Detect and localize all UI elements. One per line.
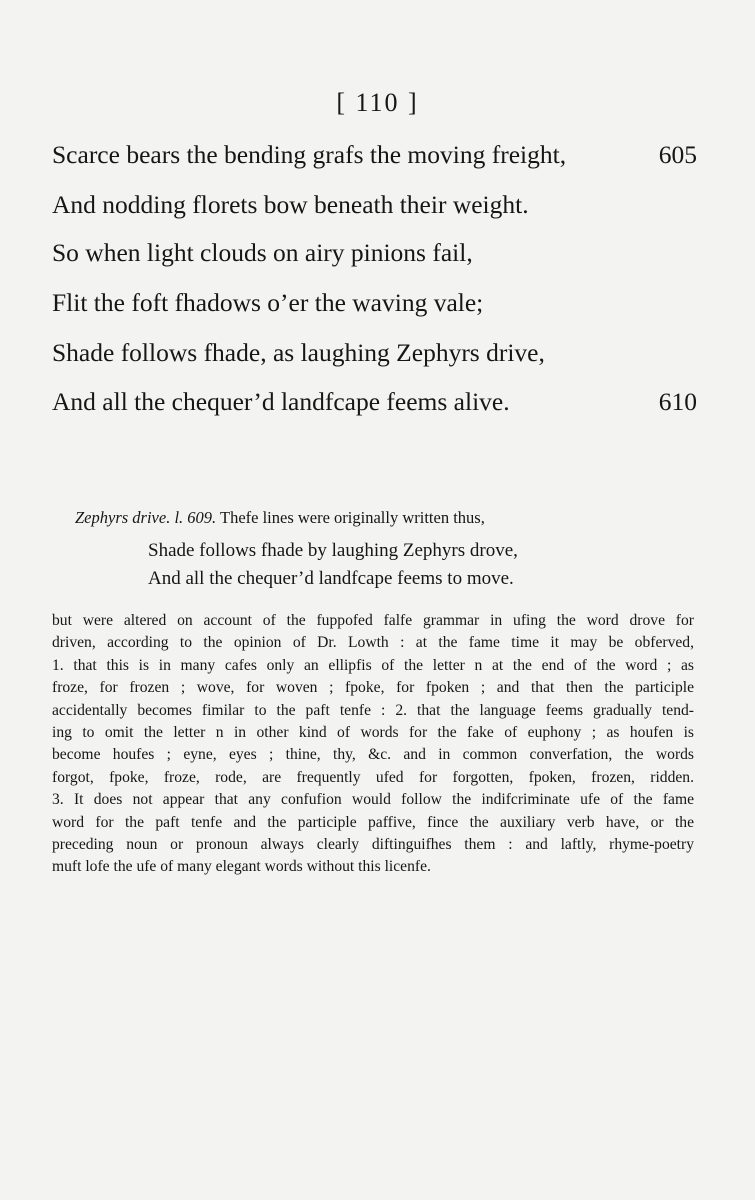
line-number: 605: [658, 140, 697, 169]
note-intro: Thefe lines were originally written thus,: [219, 508, 485, 527]
paragraph-line: but were altered on account of the fuppofed falfe grammar in ufing the word drove for: [52, 612, 694, 629]
verse-line-2: [52, 190, 697, 220]
verse-text: And nodding florets bow beneath their weight.: [52, 190, 529, 219]
line-number: 610: [658, 387, 697, 416]
paragraph-line: ing to omit the letter n in other kind of words for the fake of euphony ; as houfen is: [52, 724, 694, 742]
paragraph-line: preceding noun or pronoun always clearly diftinguifhes them : and laftly, rhyme-poetry: [52, 836, 694, 854]
verse-line-3: [52, 238, 697, 268]
verse-line-1: [52, 140, 697, 170]
note-paragraph: [52, 610, 694, 879]
verse-text: Flit the foft fhadows o’er the waving vale;: [52, 288, 484, 317]
paragraph-line: forgot, fpoke, froze, rode, are frequently ufed for forgotten, fpoken, frozen, ridden.: [52, 768, 694, 786]
note-lead: [75, 508, 485, 528]
verse-line-4: [52, 288, 697, 318]
verse-text: So when light clouds on airy pinions fail,: [52, 238, 473, 267]
paragraph-line: driven, according to the opinion of Dr. Lowth : at the fame time it may be obferved,: [52, 634, 694, 652]
paragraph-line: froze, for frozen ; wove, for woven ; fpoke, for fpoken ; and that then the participle: [52, 679, 694, 697]
page-header: [ 110 ]: [336, 88, 419, 117]
verse-text: Scarce bears the bending grafs the moving freight,: [52, 140, 567, 169]
paragraph-line: 1. that this is in many cafes only an ellipfis of the letter n at the end of the word ; as: [52, 656, 694, 674]
paragraph-line: word for the paft tenfe and the participle paffive, fince the auxiliary verb have, or the: [52, 813, 694, 831]
quoted-verse-2: And all the chequer’d landfcape feems to move.: [148, 568, 514, 589]
paragraph-line: become houfes ; eyne, eyes ; thine, thy, &c. and in common converfation, the words: [52, 746, 694, 764]
paragraph-line: accidentally becomes fimilar to the paft tenfe : 2. that the language feems gradually tend-: [52, 701, 694, 719]
paragraph-line: 3. It does not appear that any confufion would follow the indifcriminate ufe of the fame: [52, 791, 694, 809]
verse-text: And all the chequer’d landfcape feems alive.: [52, 387, 510, 416]
paragraph-line: muft lofe the ufe of many elegant words without this licenfe.: [52, 858, 431, 876]
quoted-verse-1: Shade follows fhade by laughing Zephyrs drove,: [148, 540, 518, 561]
verse-line-5: [52, 338, 697, 368]
note-reference: Zephyrs drive. l. 609.: [75, 508, 217, 527]
verse-line-6: [52, 387, 697, 417]
verse-text: Shade follows fhade, as laughing Zephyrs drive,: [52, 338, 545, 367]
